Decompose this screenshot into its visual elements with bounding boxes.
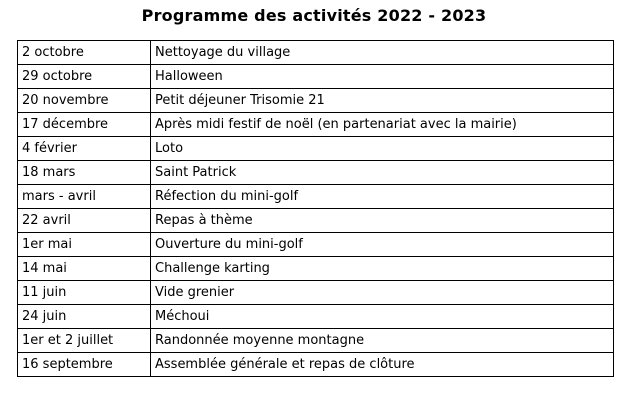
date-cell: 29 octobre — [18, 65, 151, 89]
activity-cell: Saint Patrick — [151, 161, 614, 185]
date-cell: 11 juin — [18, 281, 151, 305]
activity-cell: Challenge karting — [151, 257, 614, 281]
date-cell: 16 septembre — [18, 353, 151, 377]
table-row — [18, 89, 614, 113]
page-title: Programme des activités 2022 - 2023 — [141, 6, 487, 25]
activity-cell: Après midi festif de noël (en partenariat avec la mairie) — [151, 113, 614, 137]
activity-cell: Ouverture du mini-golf — [151, 233, 614, 257]
activity-cell: Nettoyage du village — [151, 41, 614, 65]
table-row — [18, 233, 614, 257]
table-row — [18, 161, 614, 185]
activities-table — [17, 40, 614, 377]
activity-cell: Repas à thème — [151, 209, 614, 233]
activity-cell: Petit déjeuner Trisomie 21 — [151, 89, 614, 113]
date-cell: 2 octobre — [18, 41, 151, 65]
activity-cell: Réfection du mini-golf — [151, 185, 614, 209]
activity-cell: Halloween — [151, 65, 614, 89]
table-row — [18, 185, 614, 209]
table-row — [18, 329, 614, 353]
table-row — [18, 137, 614, 161]
table-row — [18, 113, 614, 137]
table-row — [18, 281, 614, 305]
date-cell: 1er mai — [18, 233, 151, 257]
activity-cell: Loto — [151, 137, 614, 161]
activity-cell: Méchoui — [151, 305, 614, 329]
table-row — [18, 305, 614, 329]
date-cell: 14 mai — [18, 257, 151, 281]
date-cell: 20 novembre — [18, 89, 151, 113]
table-row — [18, 209, 614, 233]
table-row — [18, 65, 614, 89]
date-cell: mars - avril — [18, 185, 151, 209]
date-cell: 17 décembre — [18, 113, 151, 137]
date-cell: 4 février — [18, 137, 151, 161]
table-row — [18, 41, 614, 65]
table-row — [18, 353, 614, 377]
table-row — [18, 257, 614, 281]
activity-cell: Assemblée générale et repas de clôture — [151, 353, 614, 377]
date-cell: 18 mars — [18, 161, 151, 185]
date-cell: 24 juin — [18, 305, 151, 329]
activity-cell: Randonnée moyenne montagne — [151, 329, 614, 353]
activity-cell: Vide grenier — [151, 281, 614, 305]
date-cell: 22 avril — [18, 209, 151, 233]
date-cell: 1er et 2 juillet — [18, 329, 151, 353]
